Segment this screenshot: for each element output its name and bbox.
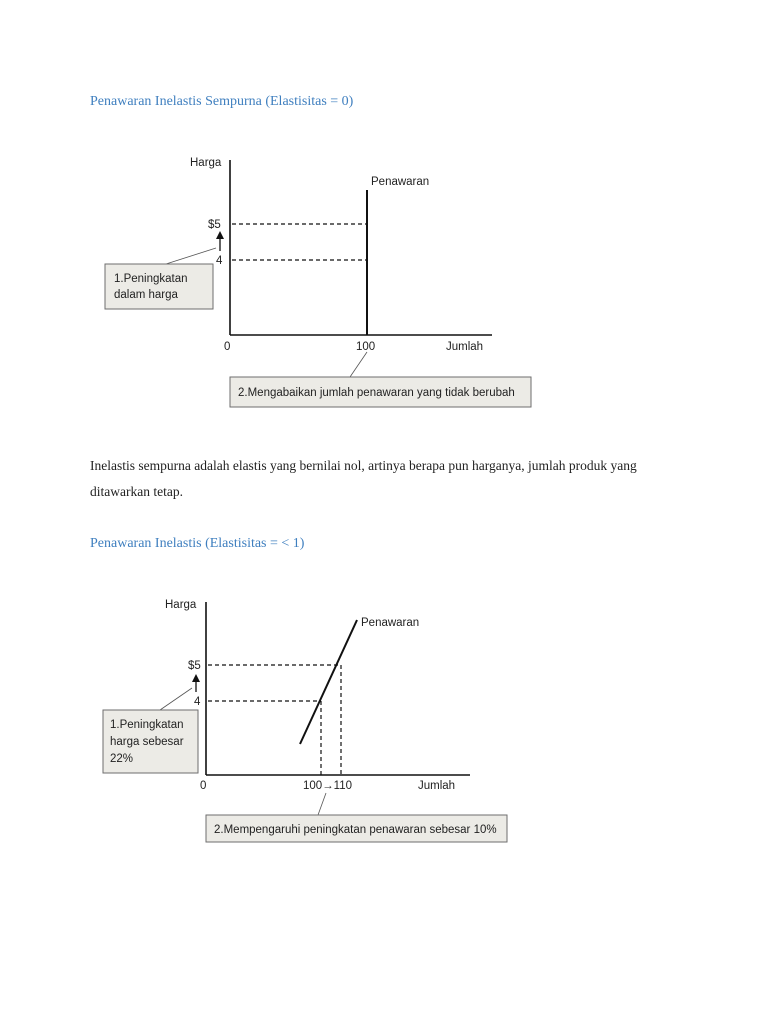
annotation-1-line1: 1.Peningkatan: [114, 273, 188, 285]
callout-leader-1: [160, 688, 192, 710]
annotation-1-line2: dalam harga: [114, 289, 178, 301]
body-paragraph: Inelastis sempurna adalah elastis yang bernilai nol, artinya berapa pun harganya, jumlah produk yang ditawarkan tetap.: [90, 458, 637, 499]
callout-leader-2: [350, 352, 367, 377]
y-tick-4: 4: [216, 255, 223, 267]
x-tick-100: 100: [356, 341, 376, 353]
x-axis-label: Jumlah: [418, 780, 456, 792]
supply-curve: [300, 620, 357, 744]
supply-curve-label: Penawaran: [371, 176, 430, 188]
chart-perfectly-inelastic-supply: [0, 140, 768, 420]
y-tick-5: $5: [208, 219, 221, 231]
supply-curve-label: Penawaran: [361, 617, 420, 629]
section-heading-inelastic: Penawaran Inelastis (Elastisitas = < 1): [90, 536, 305, 551]
annotation-1-line3: 22%: [110, 753, 134, 765]
annotation-1-line2: harga sebesar: [110, 736, 184, 748]
annotation-2-text: 2.Mengabaikan jumlah penawaran yang tidak berubah: [238, 387, 515, 399]
x-tick-100-to-110: 100→110: [303, 780, 353, 792]
chart-inelastic-supply: [0, 590, 768, 850]
y-tick-5: $5: [188, 660, 201, 672]
annotation-1-line1: 1.Peningkatan: [110, 719, 184, 731]
annotation-2-text: 2.Mempengaruhi peningkatan penawaran sebesar 10%: [214, 824, 497, 836]
x-axis-label: Jumlah: [446, 341, 484, 353]
callout-leader-2: [318, 793, 326, 815]
y-axis-label: Harga: [165, 599, 197, 611]
arrow-head-up: [216, 231, 224, 239]
origin-label: 0: [224, 341, 231, 353]
y-axis-label: Harga: [190, 157, 222, 169]
section-heading-perfectly-inelastic: Penawaran Inelastis Sempurna (Elastisitas = 0): [90, 94, 354, 109]
origin-label: 0: [200, 780, 207, 792]
y-tick-4: 4: [194, 696, 201, 708]
arrow-head-up: [192, 674, 200, 682]
callout-leader-1: [166, 248, 216, 264]
annotation-box-1: [105, 264, 213, 309]
